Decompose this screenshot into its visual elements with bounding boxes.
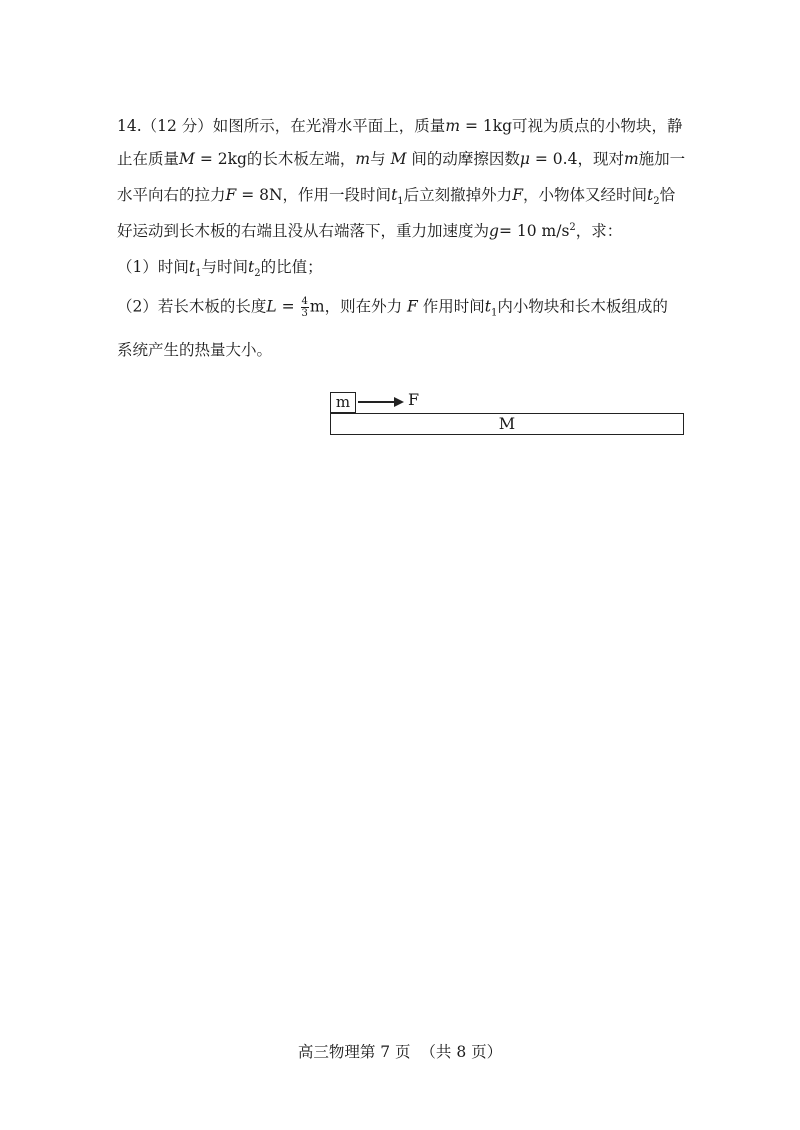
sub-question-2-continued: 系统产生的热量大小。 xyxy=(117,341,273,359)
question-line-2: 止在质量M = 2kg的长木板左端，m与 M 间的动摩擦因数μ = 0.4，现对m施加一 xyxy=(117,150,686,168)
physics-diagram xyxy=(328,388,688,440)
force-label: F xyxy=(408,390,420,409)
sub-question-1: （1）时间$t_1$与时间$t_2$的比值； xyxy=(117,258,323,280)
small-block: m xyxy=(330,392,356,413)
question-line-4: 好运动到长木板的右端且没从右端落下，重力加速度为g= 10 $m/s^2$，求： xyxy=(117,221,623,240)
page-footer: 高三物理第 7 页 （共 8 页） xyxy=(297,1043,503,1061)
force-arrow-icon xyxy=(358,394,406,410)
fraction-four-thirds: $\frac{4}{3}$ xyxy=(301,296,308,319)
question-line-1: 14.（12 分）如图所示，在光滑水平面上，质量m = 1kg可视为质点的小物块，静 xyxy=(117,117,683,135)
sub-question-2: （2）若长木板的长度L = $\frac{4}{3}$ m，则在外力 F 作用时间$t_1$内小物块和长木板组成的 xyxy=(117,296,668,319)
question-line-3: 水平向右的拉力F = 8N，作用一段时间$t_1$后立刻撤掉外力F，小物体又经时间$t_2$恰 xyxy=(117,186,676,208)
long-board: M xyxy=(330,413,684,435)
